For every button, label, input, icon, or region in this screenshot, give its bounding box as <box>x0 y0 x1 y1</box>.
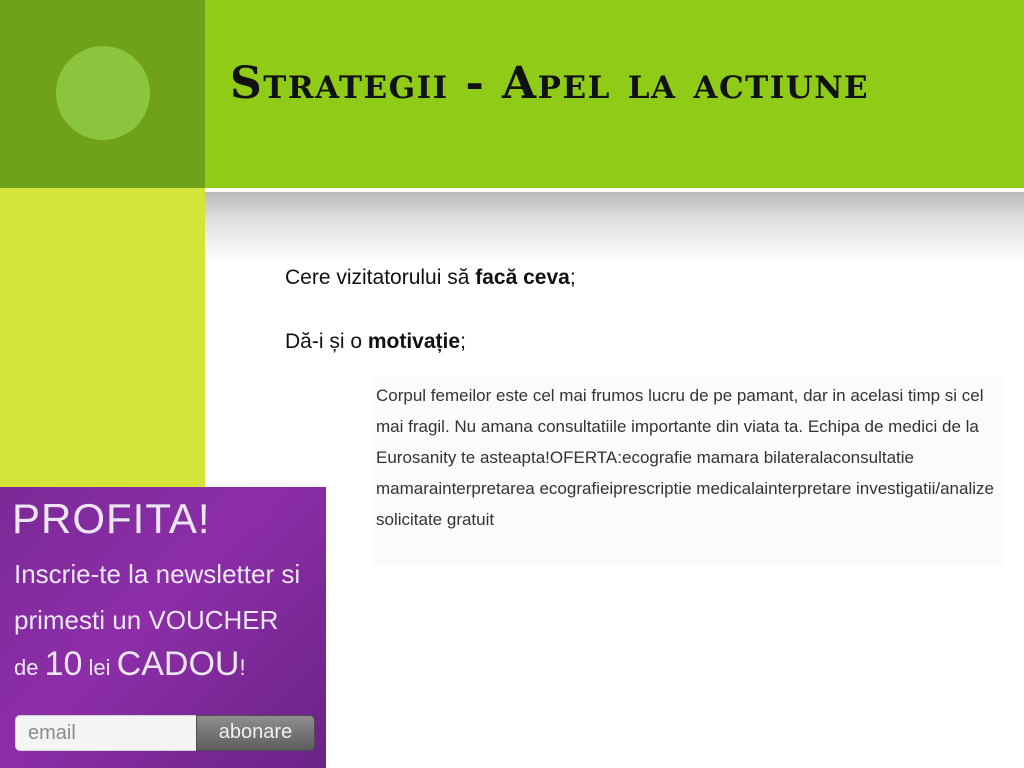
slide-title: Strategii - Apel la actiune <box>230 58 870 109</box>
subscribe-button[interactable]: abonare <box>196 715 315 751</box>
header-shadow <box>205 192 1024 262</box>
banner-line: primesti un VOUCHER <box>14 605 279 635</box>
banner-line: Inscrie-te la newsletter si <box>14 559 301 589</box>
banner-text: lei <box>82 655 117 680</box>
banner-line <box>14 645 246 684</box>
bullet-text: Cere vizitatorului să <box>285 266 476 289</box>
banner-headline: PROFITA! <box>12 495 211 542</box>
decorative-circle <box>56 46 150 140</box>
bullet-emphasis: motivație <box>367 330 461 353</box>
bullet-line <box>285 330 466 354</box>
bullet-line <box>285 266 576 290</box>
ad-text: Corpul femeilor este cel mai frumos lucru de pe pamant, dar in acelasi timp si cel mai fragil. Nu amana consultatiile importante din viata ta. Echipa de medici de la Eurosanity te asteapta!OFERTA:ecografie mamara bilateralaconsultatie mamarainterpretarea ecografieiprescriptie medicalainterpretare investigatii/analize solicitate gratuit <box>376 386 994 529</box>
newsletter-banner <box>0 487 326 768</box>
bullet-punct: ; <box>569 266 576 289</box>
banner-text: de <box>14 655 45 680</box>
ad-text-screenshot <box>372 376 1004 566</box>
voucher-amount: 10 <box>44 645 83 683</box>
bullet-punct: ; <box>460 330 466 353</box>
email-field[interactable]: email <box>15 715 215 751</box>
banner-cadou: CADOU <box>116 645 240 683</box>
bullet-emphasis: facă ceva <box>475 266 570 289</box>
banner-text: ! <box>239 655 246 680</box>
bullet-text: Dă-i și o <box>285 330 368 353</box>
